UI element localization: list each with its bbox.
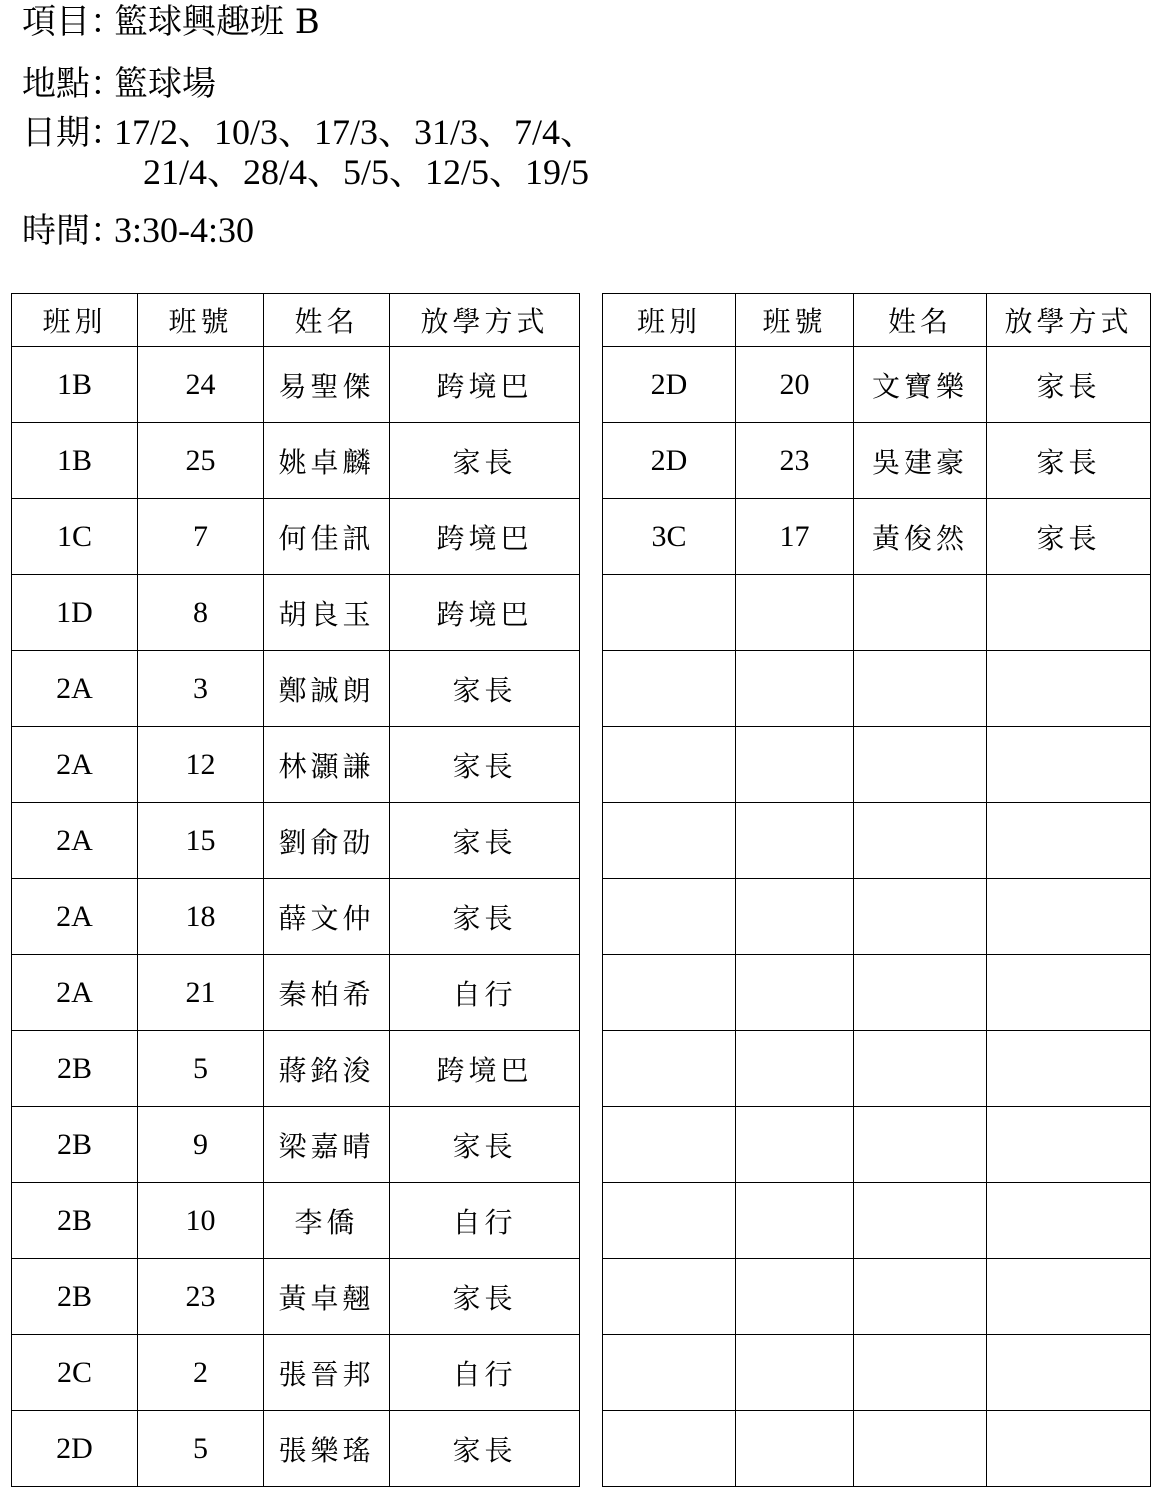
column-header-class: 班別	[12, 294, 138, 347]
cell-dismissal: 跨境巴	[390, 499, 580, 575]
table-row	[12, 1107, 580, 1183]
time-label: 時間	[22, 211, 90, 251]
cell-dismissal	[987, 575, 1151, 651]
cell-name	[854, 1335, 987, 1411]
table-row	[12, 499, 580, 575]
venue-value: 籃球場	[114, 64, 216, 104]
cell-dismissal	[987, 955, 1151, 1031]
cell-name	[854, 575, 987, 651]
cell-name: 何佳訊	[264, 499, 390, 575]
cell-name	[854, 955, 987, 1031]
header-row	[12, 294, 580, 347]
cell-number	[736, 803, 854, 879]
table-row	[603, 1259, 1151, 1335]
table-row	[12, 803, 580, 879]
cell-number: 15	[138, 803, 264, 879]
colon: ：	[90, 2, 124, 42]
cell-name: 黃卓翹	[264, 1259, 390, 1335]
cell-class	[603, 879, 736, 955]
table-row	[12, 347, 580, 423]
cell-dismissal: 家長	[390, 651, 580, 727]
cell-dismissal	[987, 651, 1151, 727]
cell-class	[603, 1411, 736, 1487]
cell-class: 2B	[12, 1183, 138, 1259]
cell-class: 2C	[12, 1335, 138, 1411]
table-row	[12, 423, 580, 499]
cell-number: 10	[138, 1183, 264, 1259]
date-value-line2: 21/4、28/4、5/5、12/5、19/5	[143, 152, 590, 192]
table-row	[603, 1183, 1151, 1259]
cell-dismissal	[987, 1411, 1151, 1487]
table-row	[603, 727, 1151, 803]
cell-number	[736, 1411, 854, 1487]
cell-class	[603, 955, 736, 1031]
cell-class: 2A	[12, 803, 138, 879]
table-row	[12, 1259, 580, 1335]
cell-class	[603, 1107, 736, 1183]
table-row	[12, 651, 580, 727]
cell-class: 1B	[12, 347, 138, 423]
cell-class: 2A	[12, 955, 138, 1031]
cell-class: 2A	[12, 651, 138, 727]
cell-name: 姚卓麟	[264, 423, 390, 499]
cell-class: 2D	[603, 347, 736, 423]
cell-number: 12	[138, 727, 264, 803]
cell-name	[854, 1183, 987, 1259]
cell-name: 林灝謙	[264, 727, 390, 803]
table-row	[12, 955, 580, 1031]
table-row	[12, 879, 580, 955]
cell-name	[854, 1411, 987, 1487]
cell-number	[736, 1107, 854, 1183]
cell-name: 吳建豪	[854, 423, 987, 499]
cell-class: 2A	[12, 727, 138, 803]
cell-number: 9	[138, 1107, 264, 1183]
column-header-name: 姓名	[854, 294, 987, 347]
cell-name: 秦柏希	[264, 955, 390, 1031]
column-header-class: 班別	[603, 294, 736, 347]
table-row	[603, 803, 1151, 879]
colon: ：	[90, 113, 124, 153]
column-header-dismissal: 放學方式	[390, 294, 580, 347]
cell-dismissal	[987, 803, 1151, 879]
cell-class: 3C	[603, 499, 736, 575]
cell-name: 易聖傑	[264, 347, 390, 423]
cell-class: 2A	[12, 879, 138, 955]
cell-number: 8	[138, 575, 264, 651]
cell-number	[736, 879, 854, 955]
cell-number: 17	[736, 499, 854, 575]
date-value-line1: 17/2、10/3、17/3、31/3、7/4、	[114, 112, 597, 152]
cell-dismissal: 家長	[987, 423, 1151, 499]
cell-dismissal: 家長	[390, 727, 580, 803]
venue-label: 地點	[22, 64, 90, 104]
cell-number: 23	[138, 1259, 264, 1335]
table-row	[603, 1411, 1151, 1487]
cell-number: 23	[736, 423, 854, 499]
table-row	[603, 499, 1151, 575]
cell-class: 2B	[12, 1031, 138, 1107]
cell-class	[603, 1259, 736, 1335]
cell-name: 蔣銘浚	[264, 1031, 390, 1107]
cell-class: 2B	[12, 1107, 138, 1183]
cell-class	[603, 727, 736, 803]
cell-class: 1C	[12, 499, 138, 575]
venue-line	[22, 64, 216, 104]
cell-name	[854, 803, 987, 879]
cell-number: 20	[736, 347, 854, 423]
cell-class: 1B	[12, 423, 138, 499]
cell-class	[603, 803, 736, 879]
project-line	[22, 2, 320, 42]
cell-dismissal	[987, 1107, 1151, 1183]
cell-name: 薛文仲	[264, 879, 390, 955]
table-row	[12, 575, 580, 651]
cell-name: 文寶樂	[854, 347, 987, 423]
cell-name	[854, 1259, 987, 1335]
cell-name: 黃俊然	[854, 499, 987, 575]
cell-name: 李僑	[264, 1183, 390, 1259]
cell-dismissal: 跨境巴	[390, 575, 580, 651]
table-row	[603, 955, 1151, 1031]
cell-dismissal: 家長	[390, 879, 580, 955]
table-row	[603, 347, 1151, 423]
cell-number: 3	[138, 651, 264, 727]
time-line	[22, 210, 254, 251]
cell-dismissal: 跨境巴	[390, 1031, 580, 1107]
cell-class: 2B	[12, 1259, 138, 1335]
column-header-number: 班號	[138, 294, 264, 347]
colon: ：	[90, 64, 124, 104]
cell-name	[854, 651, 987, 727]
cell-class	[603, 1335, 736, 1411]
cell-number	[736, 955, 854, 1031]
table-row	[603, 879, 1151, 955]
cell-number: 7	[138, 499, 264, 575]
cell-name	[854, 727, 987, 803]
cell-class: 2D	[12, 1411, 138, 1487]
table-row	[603, 575, 1151, 651]
cell-class	[603, 1183, 736, 1259]
cell-dismissal	[987, 1259, 1151, 1335]
cell-dismissal: 自行	[390, 1335, 580, 1411]
table-row	[12, 1031, 580, 1107]
cell-dismissal: 家長	[987, 347, 1151, 423]
table-row	[603, 1031, 1151, 1107]
cell-number: 21	[138, 955, 264, 1031]
header-row	[603, 294, 1151, 347]
date-line-continued	[143, 152, 589, 193]
roster-table-right	[602, 293, 1151, 1487]
cell-number	[736, 575, 854, 651]
cell-number	[736, 1259, 854, 1335]
cell-name: 胡良玉	[264, 575, 390, 651]
table-row	[12, 1411, 580, 1487]
cell-dismissal	[987, 879, 1151, 955]
cell-class: 2D	[603, 423, 736, 499]
cell-name: 鄭誠朗	[264, 651, 390, 727]
column-header-dismissal: 放學方式	[987, 294, 1151, 347]
cell-number	[736, 651, 854, 727]
table-row	[603, 651, 1151, 727]
cell-dismissal: 家長	[390, 1107, 580, 1183]
cell-number: 24	[138, 347, 264, 423]
cell-dismissal: 家長	[390, 423, 580, 499]
table-row	[603, 423, 1151, 499]
date-line	[22, 112, 596, 153]
cell-number: 5	[138, 1411, 264, 1487]
cell-number	[736, 1183, 854, 1259]
cell-dismissal	[987, 727, 1151, 803]
cell-number: 2	[138, 1335, 264, 1411]
cell-dismissal: 家長	[987, 499, 1151, 575]
cell-dismissal	[987, 1031, 1151, 1107]
column-header-name: 姓名	[264, 294, 390, 347]
cell-number: 25	[138, 423, 264, 499]
cell-number	[736, 727, 854, 803]
cell-dismissal: 家長	[390, 1259, 580, 1335]
roster-table-left	[11, 293, 580, 1487]
table-row	[12, 1335, 580, 1411]
cell-class	[603, 1031, 736, 1107]
cell-dismissal: 跨境巴	[390, 347, 580, 423]
table-row	[603, 1335, 1151, 1411]
date-label: 日期	[22, 113, 90, 153]
time-value: 3:30-4:30	[114, 210, 254, 250]
cell-name: 梁嘉晴	[264, 1107, 390, 1183]
cell-class: 1D	[12, 575, 138, 651]
cell-name: 張晉邦	[264, 1335, 390, 1411]
cell-dismissal: 自行	[390, 1183, 580, 1259]
cell-name	[854, 1107, 987, 1183]
cell-dismissal: 家長	[390, 1411, 580, 1487]
cell-dismissal: 自行	[390, 955, 580, 1031]
cell-name	[854, 1031, 987, 1107]
cell-number: 18	[138, 879, 264, 955]
table-row	[12, 727, 580, 803]
cell-number: 5	[138, 1031, 264, 1107]
cell-name	[854, 879, 987, 955]
cell-class	[603, 651, 736, 727]
cell-number	[736, 1031, 854, 1107]
cell-name: 劉俞劭	[264, 803, 390, 879]
table-row	[12, 1183, 580, 1259]
cell-dismissal	[987, 1183, 1151, 1259]
colon: ：	[90, 211, 124, 251]
project-label: 項目	[22, 2, 90, 42]
cell-class	[603, 575, 736, 651]
cell-dismissal: 家長	[390, 803, 580, 879]
cell-name: 張樂瑤	[264, 1411, 390, 1487]
column-header-number: 班號	[736, 294, 854, 347]
project-value: 籃球興趣班 B	[114, 2, 320, 42]
cell-number	[736, 1335, 854, 1411]
table-row	[603, 1107, 1151, 1183]
cell-dismissal	[987, 1335, 1151, 1411]
